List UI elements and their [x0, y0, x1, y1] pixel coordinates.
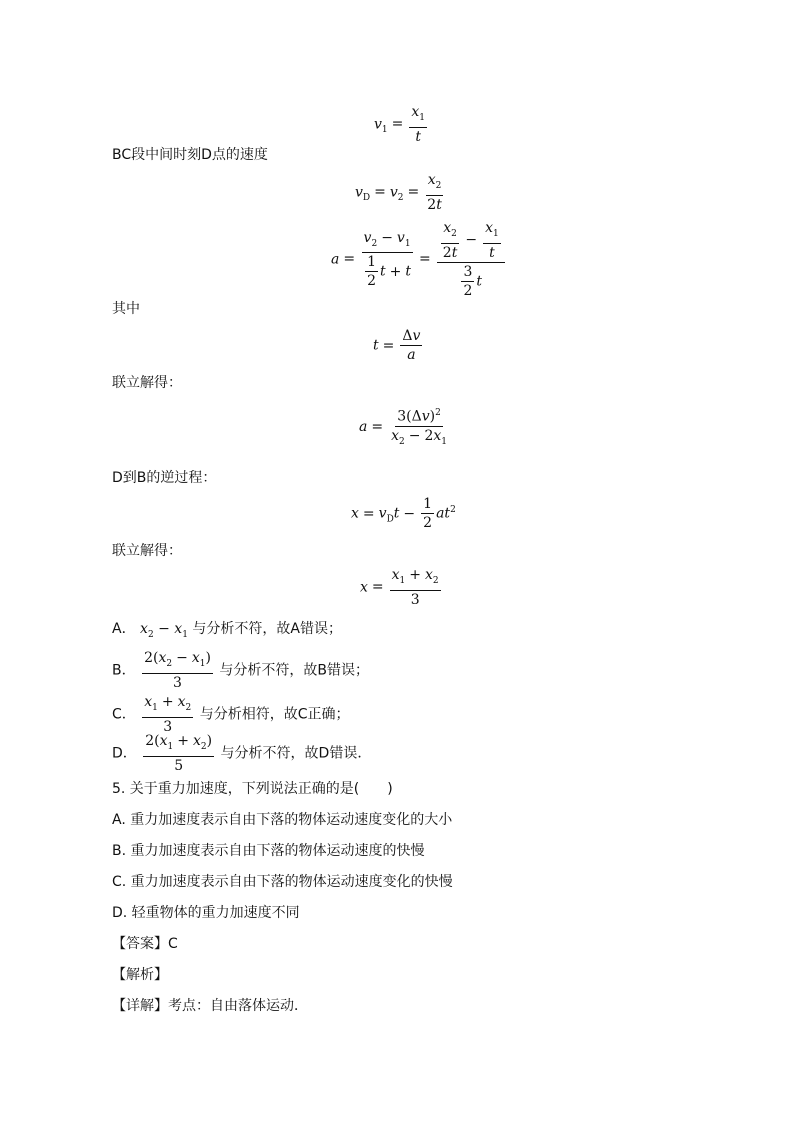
option-d-expr: $\frac{2(x_1 + x_2)}{5}$	[145, 733, 213, 774]
text-bc-mid: BC段中间时刻D点的速度	[112, 147, 268, 163]
option-b-analysis	[112, 650, 369, 691]
choice-b: B. 重力加速度表示自由下落的物体运动速度的快慢	[112, 843, 425, 859]
text-d-to-b: D到B的逆过程：	[112, 470, 217, 486]
option-c-label: C．	[112, 706, 136, 723]
option-b-text: 与分析不符，故B错误；	[219, 662, 369, 679]
option-b-label: B．	[112, 662, 136, 679]
choice-c: C. 重力加速度表示自由下落的物体运动速度变化的快慢	[112, 874, 453, 890]
option-d-text: 与分析不符，故D错误．	[220, 745, 372, 762]
option-d-analysis	[112, 733, 371, 774]
analysis-label: 【解析】	[112, 967, 168, 983]
option-d-label: D．	[112, 745, 137, 762]
equation-a: a = $v_2 - v_1$ $\frac{1}{2}$ t + t = $\frac{x_2}{2t}$ − $\frac{x_1}{t}$ $\frac{3}{2}$ t	[331, 220, 507, 299]
question-stem: 5. 关于重力加速度，下列说法正确的是( )	[112, 781, 393, 797]
option-a-text: 与分析不符，故A错误；	[192, 621, 342, 637]
option-a-analysis	[112, 618, 342, 640]
option-b-expr: $\frac{2(x_2 - x_1)}{3}$	[144, 650, 211, 691]
equation-a-result: a = $\frac{3(\Delta v)^2}{x_2 - 2x_1}$	[359, 405, 451, 449]
option-c-expr: $\frac{x_1 + x_2}{3}$	[144, 694, 192, 735]
option-c-text: 与分析相符，故C正确；	[199, 706, 350, 723]
detail-label: 【详解】考点：自由落体运动．	[112, 998, 308, 1014]
choice-d: D. 轻重物体的重力加速度不同	[112, 905, 300, 921]
text-qizhong: 其中	[112, 301, 140, 317]
option-a-expr: $x_2 - x_1$	[140, 621, 188, 640]
answer-label: 【答案】C	[112, 936, 178, 952]
equation-v1: $v_1$ = $\frac{x_1}{t}$	[374, 104, 426, 145]
option-c-analysis	[112, 694, 349, 735]
equation-x: $x = v_Dt$ − $\frac{1}{2}$ $at^2$	[351, 496, 456, 531]
equation-t: t = $\frac{\Delta v}{a}$	[373, 328, 421, 363]
text-lianli-2: 联立解得：	[112, 543, 182, 559]
option-a-label: A．	[112, 621, 136, 637]
equation-vd: $v_D = v_2$ = $\frac{x_2}{2t}$	[355, 172, 442, 213]
choice-a: A. 重力加速度表示自由下落的物体运动速度变化的大小	[112, 812, 453, 828]
equation-x-result: x = $\frac{x_1 + x_2}{3}$	[360, 567, 439, 608]
text-lianli-1: 联立解得：	[112, 375, 182, 391]
